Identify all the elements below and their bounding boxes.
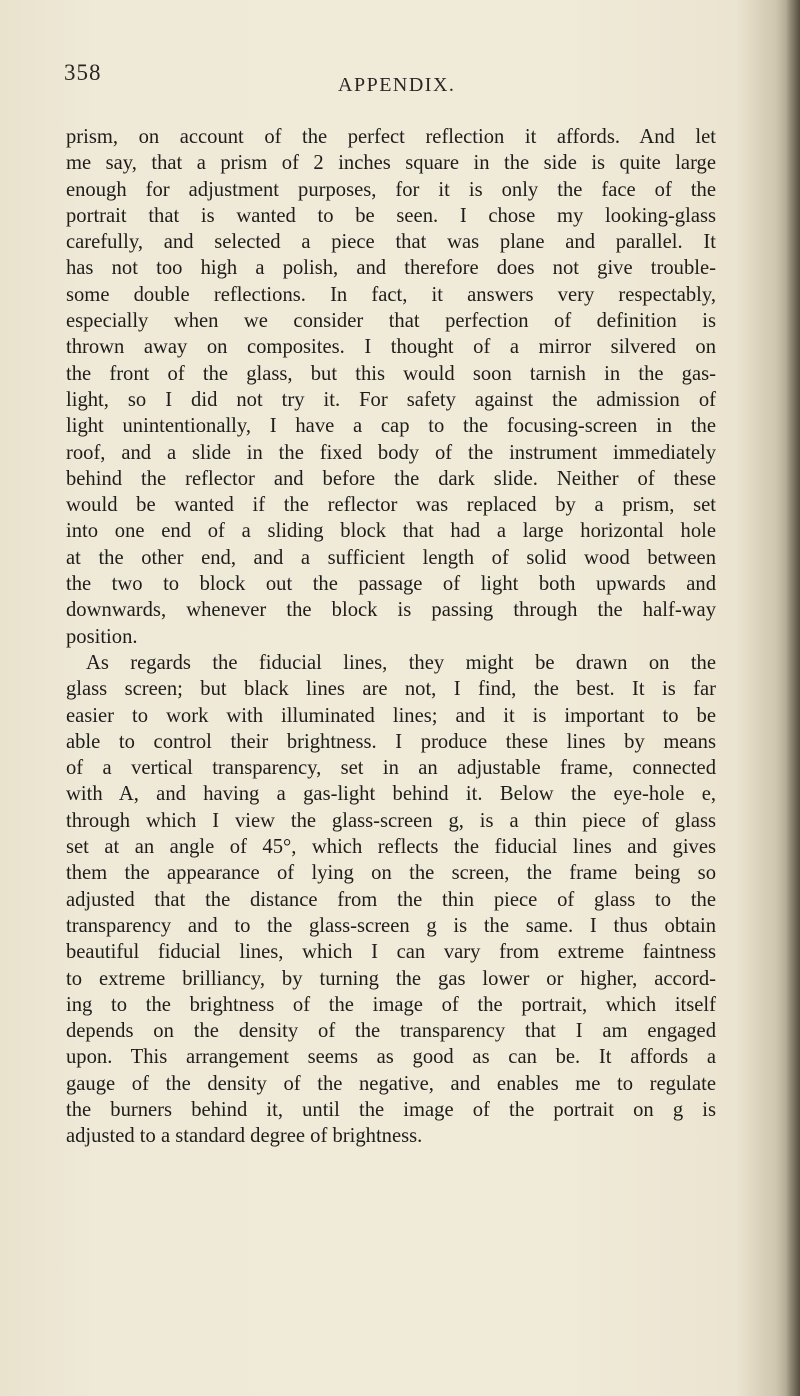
text-line: gauge of the density of the negative, and enables me to regulate [66, 1072, 716, 1095]
text-line: to extreme brilliancy, by turning the gas lower or higher, accord- [66, 967, 716, 990]
text-line: roof, and a slide in the fixed body of the instrument immediately [66, 441, 716, 464]
text-line: me say, that a prism of 2 inches square in the side is quite large [66, 152, 716, 175]
text-line: transparency and to the glass-screen g is the same. I thus obtain [66, 914, 716, 937]
text-line: portrait that is wanted to be seen. I chose my looking-glass [66, 204, 716, 227]
text-line: through which I view the glass-screen g, is a thin piece of glass [66, 809, 716, 832]
text-line: adjusted that the distance from the thin piece of glass to the [66, 888, 716, 911]
text-line: the burners behind it, until the image of the portrait on g is [66, 1098, 716, 1121]
text-line: carefully, and selected a piece that was plane and parallel. It [66, 231, 716, 254]
page-header [64, 60, 714, 94]
text-line: enough for adjustment purposes, for it is only the face of the [66, 178, 716, 201]
text-line: into one end of a sliding block that had a large horizontal hole [66, 520, 716, 543]
text-line: light unintentionally, I have a cap to the focusing-screen in the [66, 415, 716, 438]
text-line: ing to the brightness of the image of the portrait, which itself [66, 993, 716, 1016]
text-line: them the appearance of lying on the screen, the frame being so [66, 862, 716, 885]
text-line: some double reflections. In fact, it answers very respectably, [66, 283, 716, 306]
text-line: with A, and having a gas-light behind it. Below the eye-hole e, [66, 783, 716, 806]
text-line: light, so I did not try it. For safety against the admission of [66, 388, 716, 411]
running-head: APPENDIX. [338, 74, 456, 96]
paragraph-end-line: position. [66, 625, 138, 648]
text-line: upon. This arrangement seems as good as can be. It affords a [66, 1046, 716, 1069]
text-line: at the other end, and a sufficient length of solid wood between [66, 546, 716, 569]
text-line: prism, on account of the perfect reflection it affords. And let [66, 126, 716, 148]
text-line: the front of the glass, but this would soon tarnish in the gas- [66, 362, 716, 385]
text-line: would be wanted if the reflector was replaced by a prism, set [66, 494, 716, 517]
text-line: has not too high a polish, and therefore does not give trouble- [66, 257, 716, 280]
text-line: beautiful fiducial lines, which I can vary from extreme faintness [66, 941, 716, 964]
paragraph-start-line: As regards the fiducial lines, they might be drawn on the [86, 651, 716, 674]
page-edge-shadow [786, 0, 800, 1396]
text-line: easier to work with illuminated lines; and it is important to be [66, 704, 716, 727]
paragraph-end-line: adjusted to a standard degree of brightness. [66, 1125, 423, 1148]
text-line: glass screen; but black lines are not, I find, the best. It is far [66, 678, 716, 701]
body-text [66, 124, 716, 1150]
page-number: 358 [64, 60, 102, 85]
text-line: depends on the density of the transparency that I am engaged [66, 1020, 716, 1043]
text-line: the two to block out the passage of light both upwards and [66, 573, 716, 596]
text-line: of a vertical transparency, set in an adjustable frame, connected [66, 757, 716, 780]
text-line: downwards, whenever the block is passing through the half-way [66, 599, 716, 622]
text-line: behind the reflector and before the dark slide. Neither of these [66, 467, 716, 490]
text-line: especially when we consider that perfection of definition is [66, 310, 716, 333]
text-line: set at an angle of 45°, which reflects the fiducial lines and gives [66, 836, 716, 859]
text-line: thrown away on composites. I thought of a mirror silvered on [66, 336, 716, 359]
text-line: able to control their brightness. I produce these lines by means [66, 730, 716, 753]
